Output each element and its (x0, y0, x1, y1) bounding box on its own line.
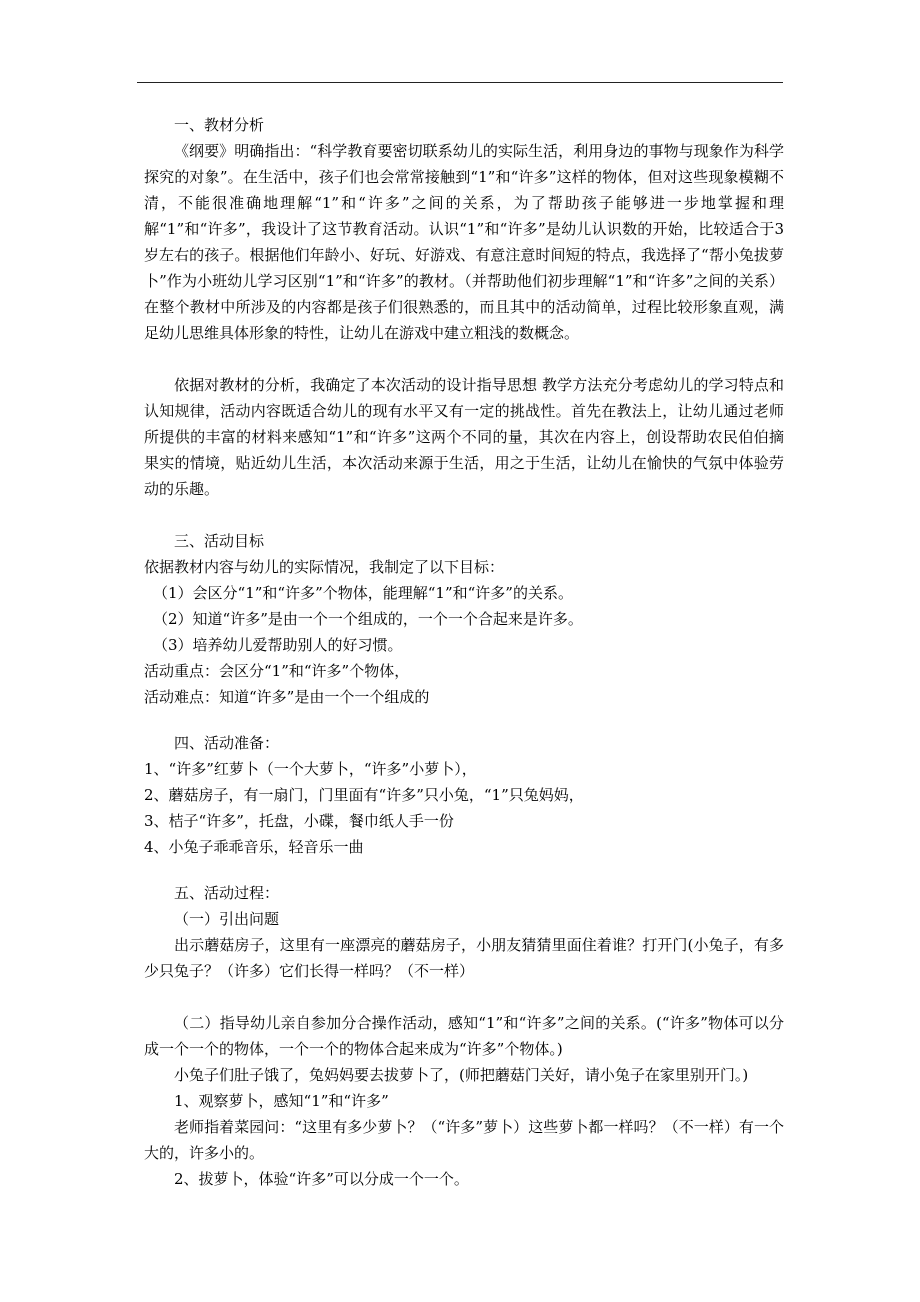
section-heading-material-analysis: 一、教材分析 (174, 116, 265, 134)
process-step-1: 1、观察萝卜，感知“1”和“许多” (174, 1092, 389, 1110)
section-heading-activity-goals: 三、活动目标 (174, 532, 265, 550)
process-sub2-text2: 小兔子们肚子饿了，兔妈妈要去拔萝卜了，(师把蘑菇门关好，请小兔子在家里别开门。) (174, 1066, 749, 1084)
goal-item-2: （2）知道“许多”是由一个一个组成的，一个一个合起来是许多。 (153, 610, 583, 628)
process-sub2-text: （二）指导幼儿亲自参加分合操作活动，感知“1”和“许多”之间的关系。(“许多”物体可以分成一个一个的物体，一个一个的物体合起来成为“许多”个物体。) (144, 1014, 784, 1058)
prep-item-4: 4、小兔子乖乖音乐，轻音乐一曲 (144, 838, 364, 856)
section-heading-process: 五、活动过程： (174, 884, 280, 902)
process-step1-text: 老师指着菜园问：“这里有多少萝卜？（“许多”萝卜）这些萝卜都一样吗？（不一样）有一个大的，许多小的。 (144, 1118, 784, 1162)
difficulty-point: 活动难点：知道“许多”是由一个一个组成的 (144, 688, 430, 706)
section-heading-preparation: 四、活动准备： (174, 734, 280, 752)
process-step-2: 2、拔萝卜，体验“许多”可以分成一个一个。 (174, 1170, 469, 1188)
paragraph-design-guidance: 依据对教材的分析，我确定了本次活动的设计指导思想 教学方法充分考虑幼儿的学习特点和认知规律，活动内容既适合幼儿的现有水平又有一定的挑战性。首先在教法上，让幼儿通过老师所提供的丰富的材料来感知“1”和“许多”这两个不同的量，其次在内容上，创设帮助农民伯伯摘果实的情境，贴近幼儿生活，本次活动来源于生活，用之于生活，让幼儿在愉快的气氛中体验劳动的乐趣。 (144, 376, 784, 498)
goal-item-1: （1）会区分“1”和“许多”个物体，能理解“1”和“许多”的关系。 (153, 584, 573, 602)
key-point: 活动重点：会区分“1”和“许多”个物体， (144, 662, 410, 680)
prep-item-3: 3、桔子“许多”，托盘，小碟，餐巾纸人手一份 (144, 812, 454, 830)
process-sub-heading-1: （一）引出问题 (174, 910, 280, 928)
prep-item-1: 1、“许多”红萝卜（一个大萝卜，“许多”小萝卜）， (144, 760, 477, 778)
paragraph-material-analysis: 《纲要》明确指出：“科学教育要密切联系幼儿的实际生活，利用身边的事物与现象作为科学探究的对象”。在生活中，孩子们也会常常接触到“1”和“许多”这样的物体，但对这些现象模糊不清，不能很准确地理解“1”和“许多”之间的关系，为了帮助孩子能够进一步地掌握和理解“1”和“许多”，我设计了这节教育活动。认识“1”和“许多”是幼儿认识数的开始，比较适合于3岁左右的孩子。根据他们年龄小、好玩、好游戏、有意注意时间短的特点，我选择了“帮小兔拔萝卜”作为小班幼儿学习区别“1”和“许多”的教材。（并帮助他们初步理解“1”和“许多”之间的关系）在整个教材中所涉及的内容都是孩子们很熟悉的，而且其中的活动简单，过程比较形象直观，满足幼儿思维具体形象的特性，让幼儿在游戏中建立粗浅的数概念。 (144, 142, 784, 342)
process-sub1-text: 出示蘑菇房子，这里有一座漂亮的蘑菇房子，小朋友猜猜里面住着谁？打开门(小兔子，有多少只兔子？（许多）它们长得一样吗？（不一样） (144, 936, 784, 980)
header-rule (137, 82, 783, 83)
prep-item-2: 2、蘑菇房子，有一扇门，门里面有“许多”只小兔，“1”只兔妈妈， (144, 786, 584, 804)
goal-item-3: （3）培养幼儿爱帮助别人的好习惯。 (153, 636, 403, 654)
document-body (144, 112, 784, 1192)
goals-intro: 依据教材内容与幼儿的实际情况，我制定了以下目标： (144, 558, 505, 576)
